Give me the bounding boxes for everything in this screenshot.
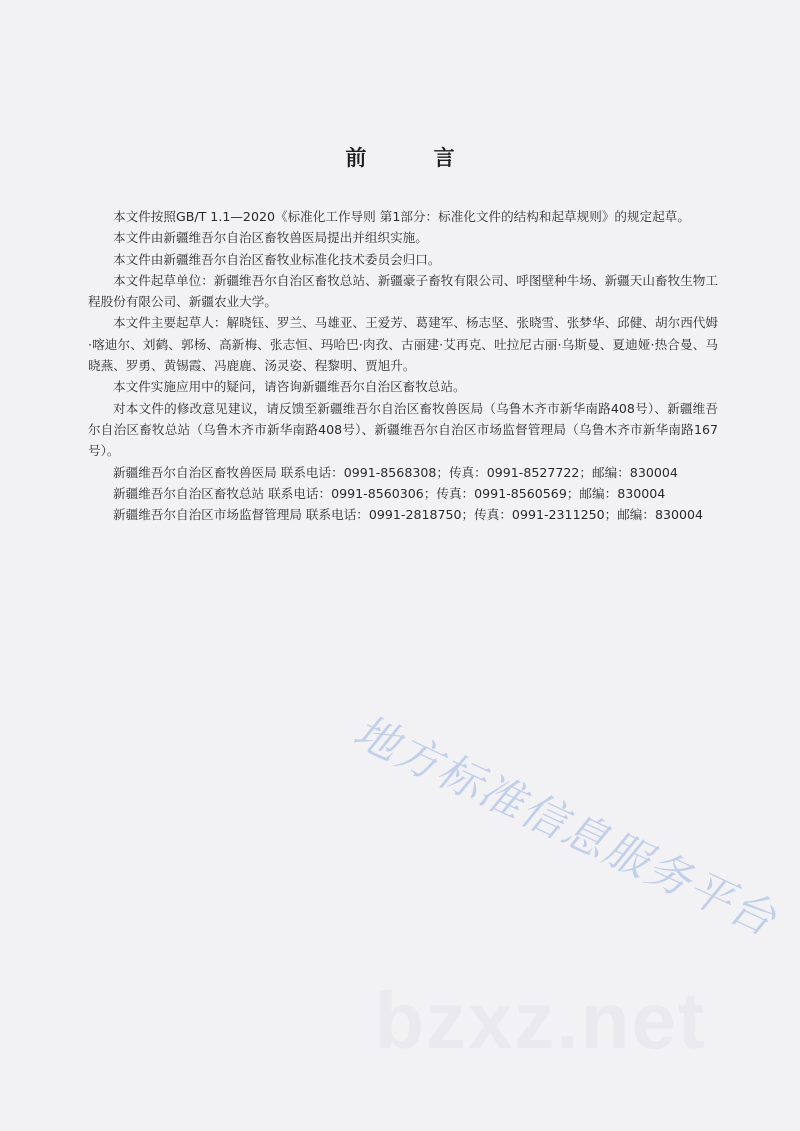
paragraph: 本文件主要起草人：解晓钰、罗兰、马雄亚、王爱芳、葛建军、杨志坚、张晓雪、张梦华、邱健、胡尔西代姆·喀迪尔、刘鹤、郭杨、高新梅、张志恒、玛哈巴·肉孜、古丽建·艾再克、吐拉尼古丽·乌斯曼、夏迪娅·热合曼、马晓燕、罗勇、黄锡霞、冯鹿鹿、汤灵姿、程黎明、贾旭升。 <box>88 315 718 374</box>
paragraph: 本文件实施应用中的疑问，请咨询新疆维吾尔自治区畜牧总站。 <box>113 379 466 395</box>
page-title: 前 言 <box>345 145 485 170</box>
site-watermark: bzxz.net <box>375 976 707 1065</box>
contact-line: 新疆维吾尔自治区市场监督管理局 联系电话：0991-2818750；传真：0991-2311250；邮编：830004 <box>113 507 704 523</box>
contact-line: 新疆维吾尔自治区畜牧兽医局 联系电话：0991-8568308；传真：0991-8527722；邮编：830004 <box>113 464 678 480</box>
paragraph: 本文件由新疆维吾尔自治区畜牧业标准化技术委员会归口。 <box>113 251 441 267</box>
document-body <box>88 206 718 525</box>
paragraph: 对本文件的修改意见建议，请反馈至新疆维吾尔自治区畜牧兽医局（乌鲁木齐市新华南路408号）、新疆维吾尔自治区畜牧总站（乌鲁木齐市新华南路408号）、新疆维吾尔自治区市场监督管理局（乌鲁木齐市新华南路167号）。 <box>88 400 718 459</box>
paragraph: 本文件起草单位：新疆维吾尔自治区畜牧总站、新疆豪子畜牧有限公司、呼图壁种牛场、新疆天山畜牧生物工程股份有限公司、新疆农业大学。 <box>88 272 718 310</box>
watermark-text: 地方标准信息服务平台 <box>345 705 785 947</box>
contact-line: 新疆维吾尔自治区畜牧总站 联系电话：0991-8560306；传真：0991-8560569；邮编：830004 <box>113 485 666 501</box>
paragraph: 本文件由新疆维吾尔自治区畜牧兽医局提出并组织实施。 <box>113 230 428 246</box>
paragraph: 本文件按照GB/T 1.1—2020《标准化工作导则 第1部分：标准化文件的结构和起草规则》的规定起草。 <box>113 209 690 224</box>
